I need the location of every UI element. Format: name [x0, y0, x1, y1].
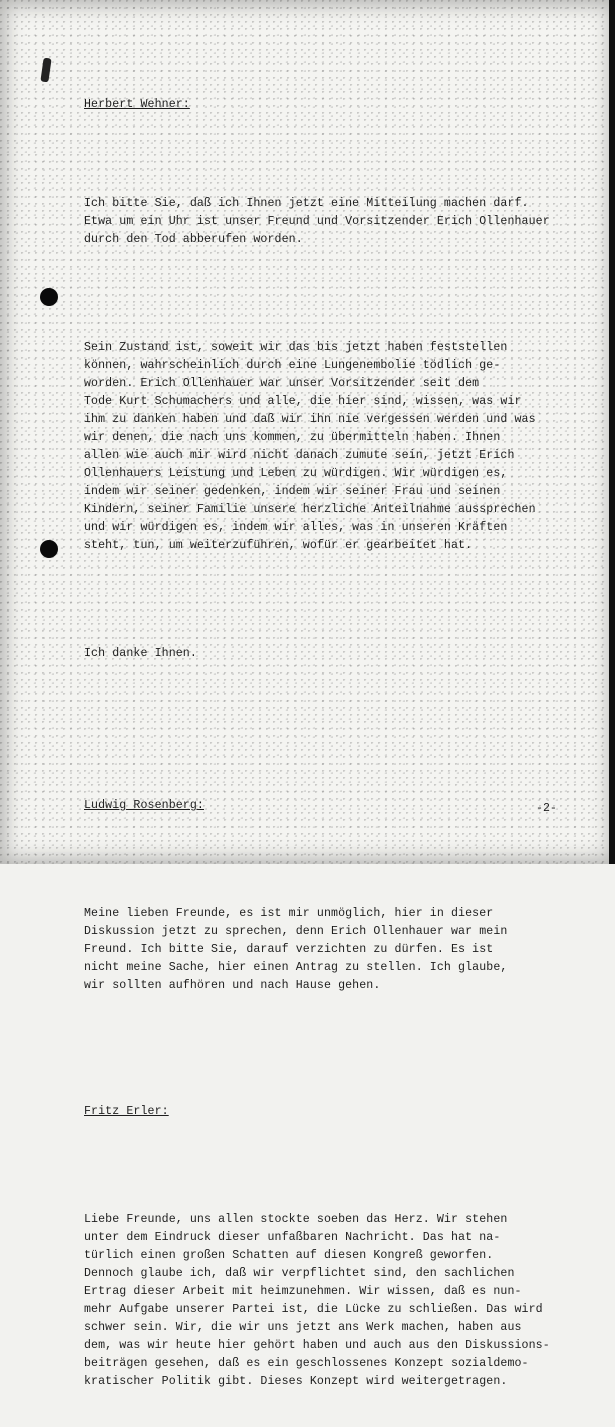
speaker-heading: Fritz Erler:: [84, 1105, 169, 1118]
page-number: -2-: [536, 802, 557, 815]
paragraph: Meine lieben Freunde, es ist mir unmöglich, hier in dieser Diskussion jetzt zu sprechen, denn Erich Ollenhauer war mein Freund. Ich bitte Sie, darauf verzichten zu dürfen. Es ist nicht meine Sache, hier einen Antrag zu stellen. Ich glaube, wir sollten aufhören und nach Hause gehen.: [84, 907, 508, 992]
paragraph: Liebe Freunde, uns allen stockte soeben das Herz. Wir stehen unter dem Eindruck dieser unfaßbaren Nachricht. Das hat na- türlich einen großen Schatten auf diesen Kongreß geworfen. Dennoch glaube ich, daß wir verpflichtet sind, den sachlichen Ertrag dieser Arbeit mit heimzunehmen. Wir wissen, daß es nun- mehr Aufgabe unserer Partei ist, die Lücke zu schließen. Das wird schwer sein. Wir, die wir uns jetzt ans Werk machen, haben aus dem, was wir heute hier gehört haben und auch aus den Diskussions- beiträgen gesehen, daß es ein geschlossenes Konzept sozialdemo- kratischer Politik gibt. Dieses Konzept wird weitergetragen.: [84, 1213, 550, 1388]
scan-edge: [609, 0, 615, 864]
paragraph: Ich bitte Sie, daß ich Ihnen jetzt eine Mitteilung machen darf. Etwa um ein Uhr ist unser Freund und Vorsitzender Erich Ollenhauer durch den Tod abberufen worden.: [84, 197, 550, 246]
paragraph: Sein Zustand ist, soweit wir das bis jetzt haben feststellen können, wahrscheinlich durch eine Lungenembolie tödlich ge- worden. Erich Ollenhauer war unser Vorsitzender seit dem Tode Kurt Schumachers und alle, die hier sind, wissen, was wir ihm zu danken haben und daß wir ihn nie vergessen werden und was wir denen, die nach uns kommen, zu übermitteln haben. Ihnen allen wie auch mir wird nicht danach zumute sein, jetzt Erich Ollenhauers Leistung und Leben zu würdigen. Wir würdigen es, indem wir seiner gedenken, indem wir seiner Frau und seinen Kindern, seiner Familie unsere herzliche Anteilnahme aussprechen und wir würdigen es, indem wir alles, was in unseren Kräften steht, tun, um weiterzuführen, wofür er gearbeitet hat.: [84, 341, 536, 552]
speaker-heading: Ludwig Rosenberg:: [84, 799, 204, 812]
punch-hole-bottom: [40, 540, 58, 558]
punch-hole-top: [40, 288, 58, 306]
margin-mark: [40, 58, 51, 83]
transcript-body: [84, 60, 564, 1427]
speaker-heading: Herbert Wehner:: [84, 98, 190, 111]
paragraph: Ich danke Ihnen.: [84, 647, 197, 660]
